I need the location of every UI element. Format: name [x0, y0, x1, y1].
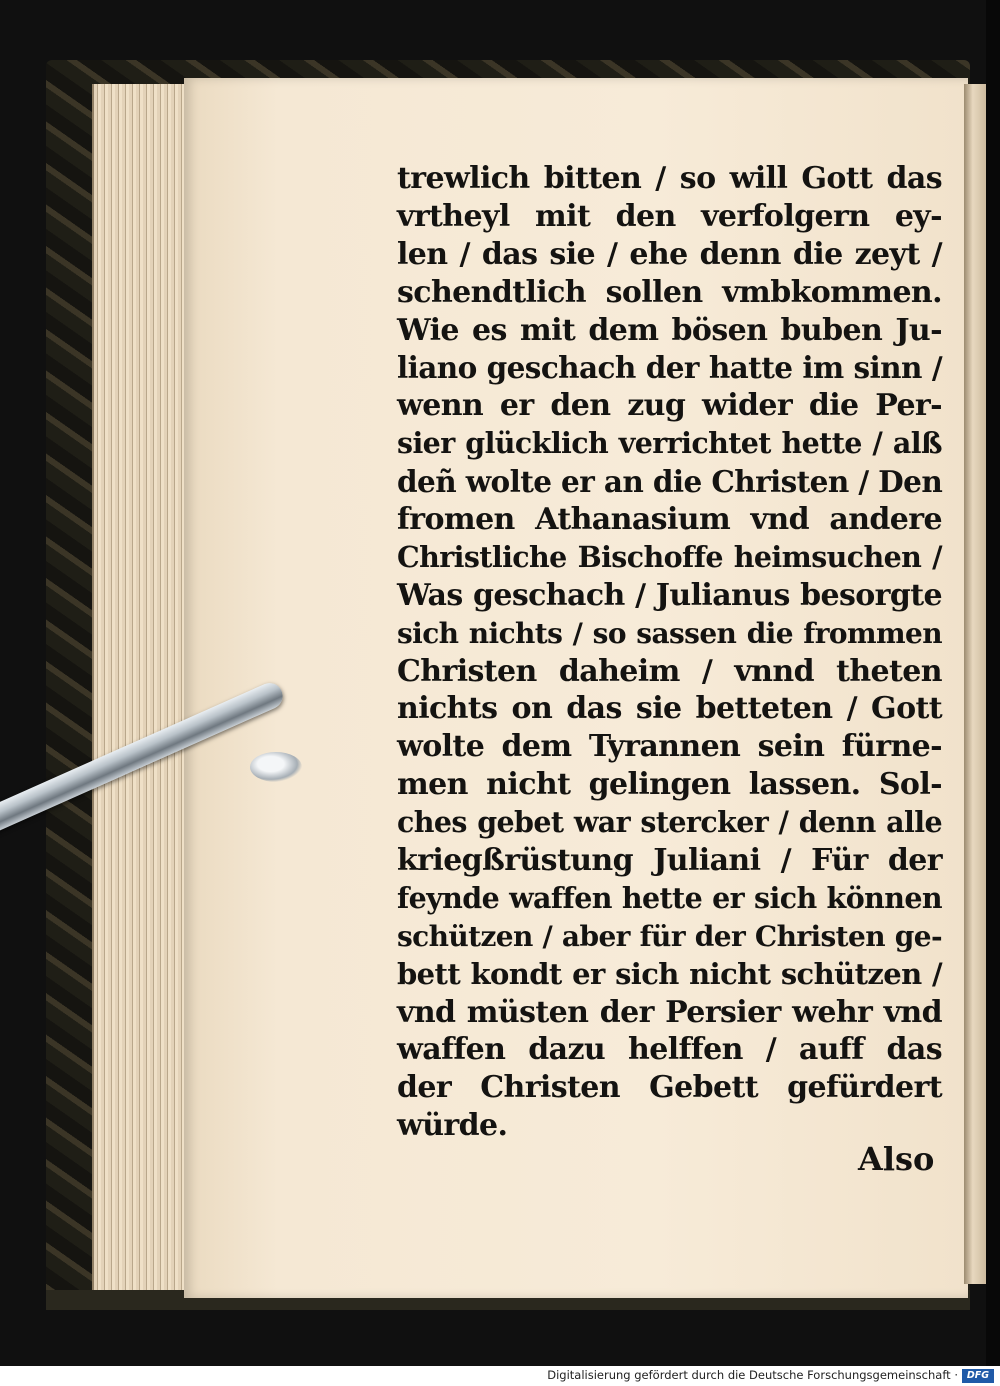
- text-line: ches gebet war stercker / denn alle: [397, 805, 942, 840]
- text-line: wolte dem Tyrannen sein fürne-: [397, 729, 942, 765]
- text-line: würde.: [397, 1108, 508, 1144]
- text-line: schützen / aber für der Christen ge-: [397, 919, 942, 953]
- text-line: der Christen Gebett gefürdert: [397, 1070, 942, 1106]
- text-line: vrtheyl mit den verfolgern ey-: [397, 198, 942, 234]
- text-line: fromen Athanasium vnd andere: [397, 502, 942, 538]
- dfg-logo: DFG: [962, 1369, 994, 1383]
- text-line: Christen daheim / vnnd theten: [397, 653, 942, 689]
- text-line: trewlich bitten / so will Gott das: [397, 161, 942, 196]
- page-text: [397, 160, 942, 1145]
- text-line: deñ wolte er an die Christen / Den: [397, 464, 943, 500]
- text-line: Was geschach / Julianus besorgte: [397, 577, 942, 613]
- pointer-tip: [250, 752, 302, 782]
- text-line: len / das sie / ehe denn die zeyt /: [397, 236, 942, 272]
- text-line: kriegßrüstung Juliani / Für der: [397, 843, 942, 879]
- text-line: wenn er den zug wider die Per-: [397, 388, 942, 424]
- text-line: feynde waffen hette er sich können: [397, 880, 942, 915]
- footer-bar: [0, 1366, 1000, 1386]
- catchword: Also: [858, 1140, 935, 1178]
- text-line: sich nichts / so sassen die frommen: [397, 616, 942, 650]
- text-line: schendtlich sollen vmbkommen.: [397, 274, 942, 310]
- text-line: men nicht gelingen lassen. Sol-: [397, 767, 942, 803]
- text-line: waffen dazu helffen / auff das: [397, 1032, 942, 1068]
- scan-border-right: [986, 0, 1000, 1366]
- text-line: sier glücklich verrichtet hette / alß: [397, 426, 942, 461]
- page-block-edges: [92, 84, 190, 1290]
- text-line: nichts on das sie betteten / Gott: [397, 691, 942, 727]
- facing-page-edge: [964, 84, 986, 1284]
- text-line: bett kondt er sich nicht schützen /: [397, 956, 942, 991]
- text-line: Wie es mit dem bösen buben Ju-: [397, 312, 942, 348]
- funding-credit: Digitalisierung gefördert durch die Deutsche Forschungsgemeinschaft ·: [547, 1368, 958, 1382]
- text-line: liano geschach der hatte im sinn /: [397, 350, 942, 386]
- text-line: vnd müsten der Persier wehr vnd: [397, 994, 942, 1030]
- text-line: Christliche Bischoffe heimsuchen /: [397, 539, 942, 574]
